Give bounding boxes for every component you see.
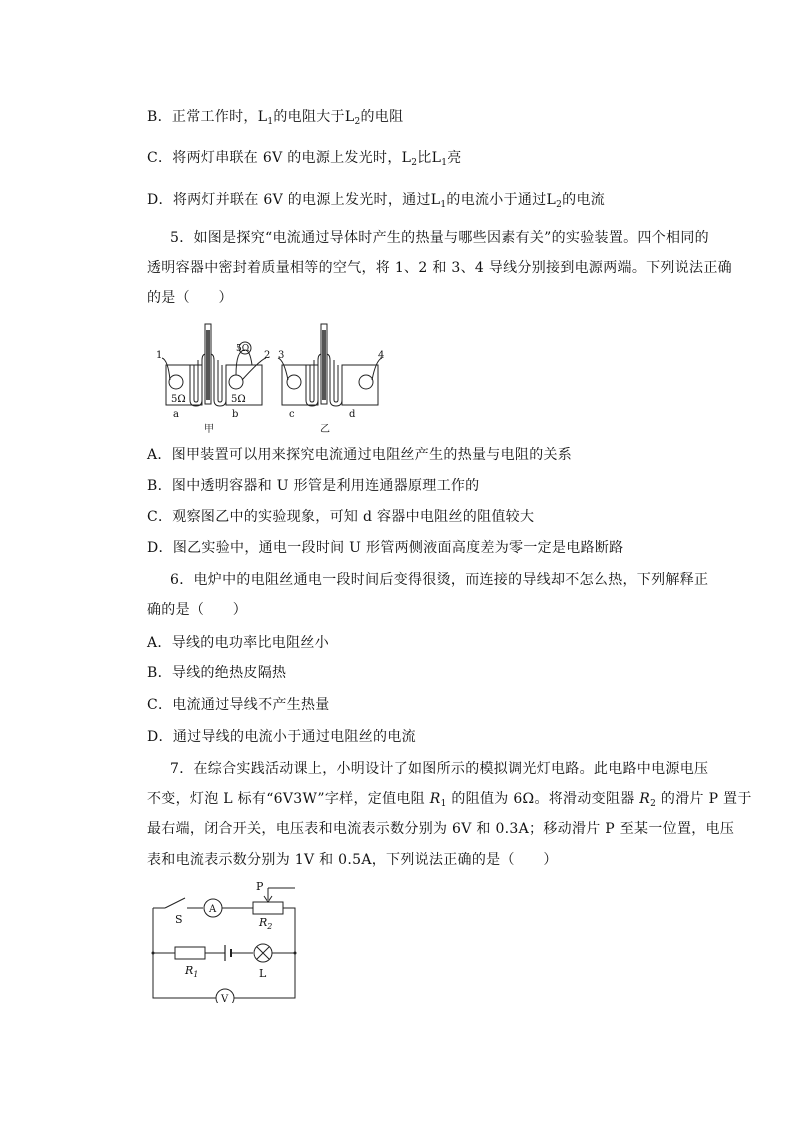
- container-label-d: d: [349, 409, 356, 420]
- q7-stem-line-4: 表和电流表示数分别为 1V 和 0.5A，下列说法正确的是（ ）: [147, 852, 558, 868]
- q5-option-b: B．图中透明容器和 U 形管是利用连通器原理工作的: [147, 478, 480, 494]
- r1-label: $R_1$: [185, 964, 199, 979]
- q5-stem-line-2: 透明容器中密封着质量相等的空气，将 1、2 和 3、4 导线分别接到电源两端。下列说法正确: [147, 260, 732, 276]
- wire-label-4: 4: [378, 350, 385, 361]
- slider-label: P: [256, 880, 264, 893]
- container-label-c: c: [289, 409, 295, 420]
- r1-resistor: [175, 947, 205, 959]
- wire-label-1: 1: [156, 350, 163, 361]
- q4-option-b: B．正常工作时，$L_1$的电阻大于$L_2$的电阻: [147, 109, 404, 127]
- q7-stem-line-2: 不变，灯泡 L 标有“6V3W”字样，定值电阻 $R_1$ 的阻值为 6Ω。将滑动变阻器 $R_2$ 的滑片 P 置于: [147, 791, 752, 809]
- q4-option-d: D．将两灯并联在 6V 的电源上发光时，通过$L_1$的电流小于通过$L_2$的电流: [147, 192, 606, 210]
- q6-option-d: D．通过导线的电流小于通过电阻丝的电流: [147, 729, 416, 745]
- q6-option-b: B．导线的绝热皮隔热: [147, 665, 287, 681]
- q7-circuit-diagram: [145, 878, 305, 1003]
- q6-stem-line-2: 确的是（ ）: [147, 602, 248, 618]
- q5-option-d: D．图乙实验中，通电一段时间 U 形管两侧液面高度差为零一定是电路断路: [147, 540, 624, 556]
- q5-stem-line-3: 的是（ ）: [147, 290, 233, 306]
- switch-s: [165, 898, 185, 908]
- container-label-a: a: [173, 409, 179, 420]
- resistor-label-parallel: 5Ω: [236, 344, 250, 354]
- switch-label: S: [175, 913, 183, 926]
- voltmeter-label: V: [221, 994, 229, 1003]
- q4-option-c: C．将两灯串联在 6V 的电源上发光时，$L_2$比$L_1$亮: [147, 150, 462, 168]
- container-label-b: b: [232, 409, 239, 420]
- ammeter-label: A: [209, 904, 217, 915]
- resistor-label-b: 5Ω: [231, 394, 246, 405]
- q5-stem-line-1: 5．如图是探究“电流通过导体时产生的热量与哪些因素有关”的实验装置。四个相同的: [170, 230, 709, 246]
- q6-stem-line-1: 6．电炉中的电阻丝通电一段时间后变得很烫，而连接的导线却不怎么热，下列解释正: [170, 572, 709, 588]
- resistor-label-a: 5Ω: [171, 394, 186, 405]
- caption-yi: 乙: [320, 424, 330, 435]
- q7-stem-line-1: 7．在综合实践活动课上，小明设计了如图所示的模拟调光灯电路。此电路中电源电压: [170, 761, 709, 777]
- q7-stem-line-3: 最右端，闭合开关，电压表和电流表示数分别为 6V 和 0.3A；移动滑片 P 至某一位置，电压: [147, 821, 735, 837]
- wire-label-2: 2: [264, 350, 271, 361]
- r2-rheostat: [253, 902, 283, 914]
- q5-option-c: C．观察图乙中的实验现象，可知 d 容器中电阻丝的阻值较大: [147, 509, 535, 525]
- lamp-label: L: [259, 967, 267, 980]
- q5-option-a: A．图甲装置可以用来探究电流通过电阻丝产生的热量与电阻的关系: [147, 447, 573, 463]
- q6-option-c: C．电流通过导线不产生热量: [147, 697, 330, 713]
- caption-jia: 甲: [204, 424, 214, 435]
- wire-label-3: 3: [278, 350, 285, 361]
- r2-label: $R_2$: [259, 916, 273, 931]
- q5-joule-heating-figure: [150, 320, 390, 435]
- q6-option-a: A．导线的电功率比电阻丝小: [147, 635, 330, 651]
